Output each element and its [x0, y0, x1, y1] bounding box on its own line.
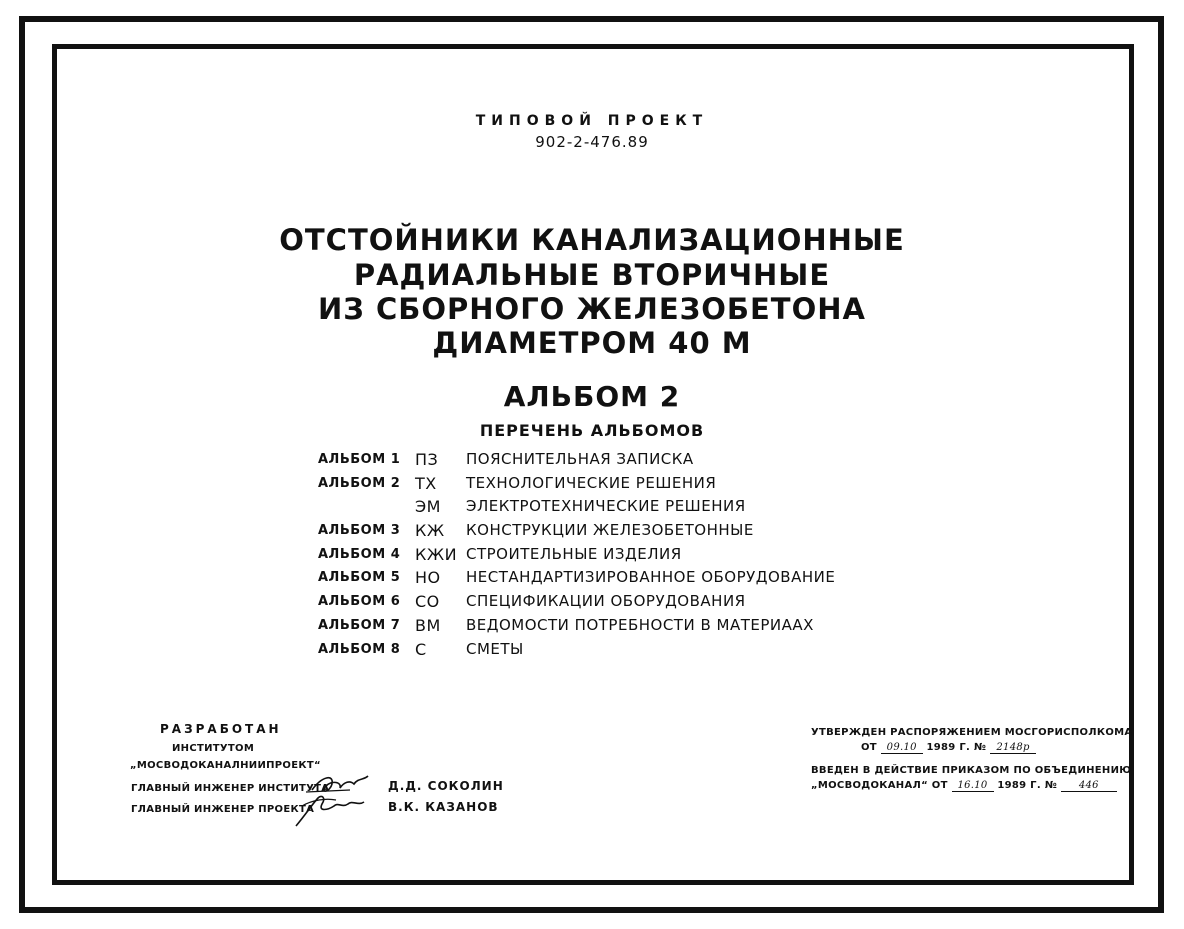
album-label: АЛЬБОМ 4 [318, 546, 401, 562]
enacted-date: 16.10 [952, 780, 994, 792]
typical-project-label: ТИПОВОЙ ПРОЕКТ [475, 113, 709, 129]
album-title: НЕСТАНДАРТИЗИРОВАННОЕ ОБОРУДОВАНИЕ [466, 568, 836, 587]
approval-number-label: № [973, 742, 987, 753]
album-label: АЛЬБОМ 5 [318, 570, 401, 586]
signatures-image [292, 768, 382, 830]
enacted-org: „МОСВОДОКАНАЛ“ [811, 780, 928, 791]
title-line-2: РАДИАЛЬНЫЕ ВТОРИЧНЫЕ [353, 258, 831, 292]
chief-institute-label: ГЛАВНЫЙ ИНЖЕНЕР ИНСТИТУТА [131, 783, 330, 794]
album-label: АЛЬБОМ 8 [318, 641, 401, 657]
approval-number: 2148р [990, 742, 1036, 754]
title-line-3: ИЗ СБОРНОГО ЖЕЛЕЗОБЕТОНА [318, 292, 866, 326]
title-line-4: ДИАМЕТРОМ 40 М [432, 326, 752, 360]
album-number: АЛЬБОМ 2 [503, 380, 681, 413]
album-code: КЖ [415, 521, 445, 541]
enacted-line [811, 780, 1117, 792]
album-label: АЛЬБОМ 1 [318, 452, 401, 467]
album-title: ВЕДОМОСТИ ПОТРЕБНОСТИ В МАТЕРИААХ [466, 615, 814, 634]
album-label: АЛЬБОМ 7 [318, 617, 401, 633]
approval-date: 09.10 [881, 742, 923, 754]
album-code: КЖИ [415, 544, 458, 564]
album-code: ПЗ [415, 450, 439, 469]
enacted-from-label: ОТ [931, 780, 948, 791]
album-code: ЭМ [415, 497, 441, 517]
album-title: ПОЯСНИТЕЛЬНАЯ ЗАПИСКА [466, 450, 694, 468]
enacted-year: 1989 Г. [997, 780, 1041, 791]
chief-project-name: В.К. КАЗАНОВ [388, 800, 499, 814]
album-code: НО [415, 568, 441, 588]
album-title: СТРОИТЕЛЬНЫЕ ИЗДЕЛИЯ [466, 544, 682, 563]
enacted-number: 446 [1061, 780, 1117, 792]
album-code: СО [415, 592, 440, 612]
album-list-heading: ПЕРЕЧЕНЬ АЛЬБОМОВ [479, 421, 705, 440]
chief-project-label: ГЛАВНЫЙ ИНЖЕНЕР ПРОЕКТА [131, 804, 315, 815]
album-title: КОНСТРУКЦИИ ЖЕЛЕЗОБЕТОННЫЕ [466, 521, 754, 540]
enacted-number-label: № [1044, 780, 1058, 791]
album-code: ТХ [415, 473, 437, 493]
developer-by: ИНСТИТУТОМ [172, 743, 255, 754]
approval-from-label: ОТ [861, 742, 877, 753]
chief-institute-name: Д.Д. СОКОЛИН [388, 779, 504, 793]
album-label: АЛЬБОМ 2 [318, 475, 401, 491]
album-title: ЭЛЕКТРОТЕХНИЧЕСКИЕ РЕШЕНИЯ [466, 497, 746, 516]
title-line-1: ОТСТОЙНИКИ КАНАЛИЗАЦИОННЫЕ [279, 223, 905, 257]
project-number: 902-2-476.89 [535, 133, 649, 151]
developer-heading: РАЗРАБОТАН [160, 722, 282, 736]
album-title: СПЕЦИФИКАЦИИ ОБОРУДОВАНИЯ [466, 592, 746, 611]
approval-year: 1989 Г. [926, 742, 971, 753]
album-label: АЛЬБОМ 3 [318, 523, 401, 539]
album-title: СМЕТЫ [466, 639, 524, 658]
approval-line [861, 742, 1036, 754]
album-label: АЛЬБОМ 6 [318, 594, 401, 610]
album-code: ВМ [415, 615, 441, 635]
album-code: С [415, 639, 427, 659]
album-title: ТЕХНОЛОГИЧЕСКИЕ РЕШЕНИЯ [466, 473, 717, 492]
developer-institute: „МОСВОДОКАНАЛНИИПРОЕКТ“ [130, 760, 321, 771]
enacted-text: ВВЕДЕН В ДЕЙСТВИЕ ПРИКАЗОМ ПО ОБЪЕДИНЕНИЮ [811, 765, 1132, 776]
approval-text: УТВЕРЖДЕН РАСПОРЯЖЕНИЕМ МОСГОРИСПОЛКОМА [811, 727, 1133, 738]
